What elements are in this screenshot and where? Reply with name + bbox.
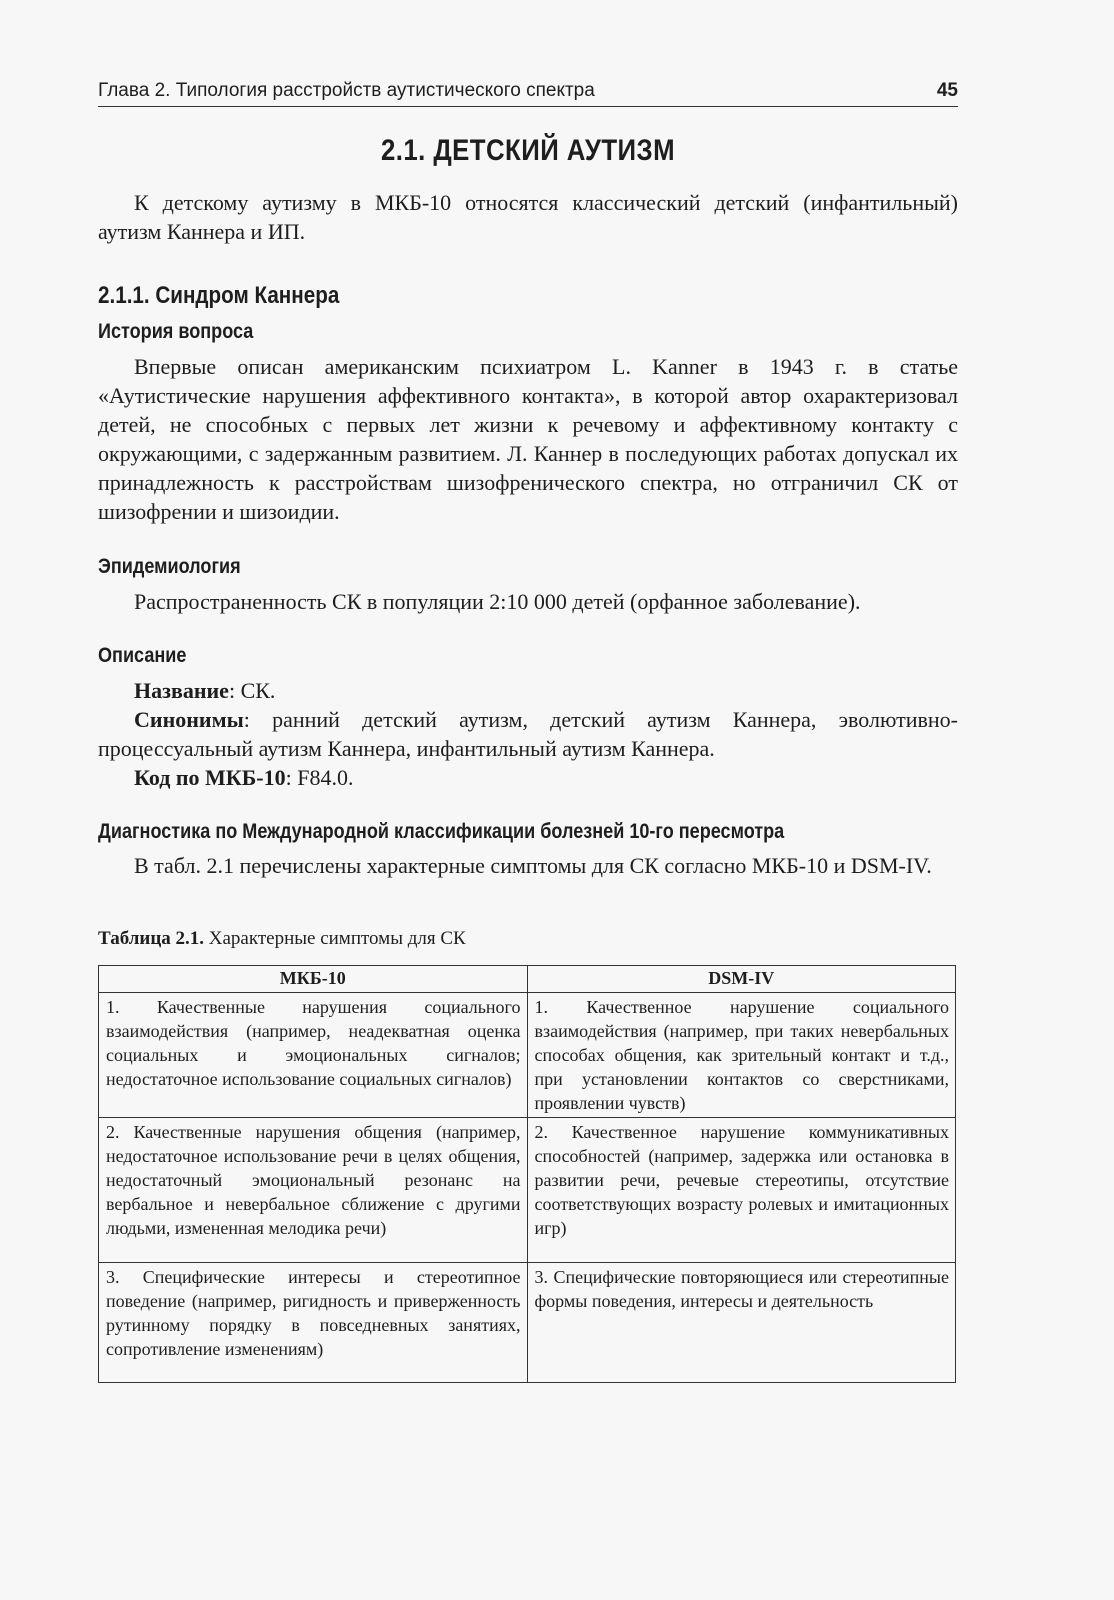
table-caption xyxy=(98,928,466,950)
book-page xyxy=(98,0,958,1600)
epidemiology-heading: Эпидемиология xyxy=(98,555,241,578)
chapter-title: Глава 2. Типология расстройств аутистического спектра xyxy=(98,80,595,101)
description-heading: Описание xyxy=(98,644,187,667)
symptoms-table xyxy=(98,965,956,1383)
table-caption-label: Таблица 2.1. xyxy=(98,928,205,949)
table-cell-icd10: 2. Качественные нарушения общения (например, недостаточное использование речи в целях общения, недостаточный эмоциональный резонанс на вербальное и невербальное сближение с другими людьми, измененная мелодика речи) xyxy=(99,1118,528,1263)
code-value: : F84.0. xyxy=(285,765,354,790)
table-cell-icd10: 3. Специфические интересы и стереотипное поведение (например, ригидность и приверженность рутинному порядку в повседневных занятиях, сопротивление изменениям) xyxy=(99,1263,528,1383)
diagnostics-heading: Диагностика по Международной классификации болезней 10-го пересмотра xyxy=(98,820,785,843)
epidemiology-paragraph: Распространенность СК в популяции 2:10 000 детей (орфанное заболевание). xyxy=(134,589,861,614)
table-row xyxy=(99,993,956,1118)
table-cell-icd10: 1. Качественные нарушения социального взаимодействия (например, неадекватная оценка социальных и эмоциональных сигналов; недостаточное использование социальных сигналов) xyxy=(99,993,528,1118)
intro-paragraph: К детскому аутизму в МКБ-10 относятся классический детский (инфантильный) аутизм Каннера и ИП. xyxy=(98,190,958,244)
section-title: 2.1. ДЕТСКИЙ АУТИЗМ xyxy=(380,134,676,167)
table-cell-dsm4: 2. Качественное нарушение коммуникативных способностей (например, задержка или остановка в развитии речи, речевые стереотипы, отсутствие соответствующих возрасту ролевых и имитационных игр) xyxy=(527,1118,956,1263)
table-row xyxy=(99,1118,956,1263)
header-dsm4: DSM-IV xyxy=(527,966,956,993)
table-caption-text: Характерные симптомы для СК xyxy=(204,928,466,949)
code-label: Код по МКБ-10 xyxy=(134,765,286,790)
name-value: : СК. xyxy=(228,678,276,703)
synonyms-paragraph xyxy=(98,705,958,763)
name-label: Название xyxy=(134,678,229,703)
name-line xyxy=(134,676,275,705)
diagnostics-paragraph: В табл. 2.1 перечислены характерные симптомы для СК согласно МКБ-10 и DSM-IV. xyxy=(134,853,932,878)
page-number: 45 xyxy=(936,80,958,101)
history-heading: История вопроса xyxy=(98,320,254,343)
header-icd10: МКБ-10 xyxy=(99,966,528,993)
table-cell-dsm4: 3. Специфические повторяющиеся или стереотипные формы поведения, интересы и деятельность xyxy=(527,1263,956,1383)
subsection-title: 2.1.1. Синдром Каннера xyxy=(98,282,340,309)
running-header xyxy=(98,80,958,107)
table-row xyxy=(99,1263,956,1383)
code-line xyxy=(134,763,353,792)
history-paragraph: Впервые описан американским психиатром L. Kanner в 1943 г. в статье «Аутистические нарушения аффективного контакта», в которой автор охарактеризовал детей, не способных с первых лет жизни к речевому и аффективному контакту с окружающими, с задержанным развитием. Л. Каннер в последующих работах допускал их принадлежность к расстройствам шизофренического спектра, но отграничил СК от шизофрении и шизоидии. xyxy=(98,354,958,524)
table-header-row xyxy=(99,966,956,993)
table-cell-dsm4: 1. Качественное нарушение социального взаимодействия (например, при таких невербальных способах общения, как зрительный контакт и т.д., при установлении контактов со сверстниками, проявлении чувств) xyxy=(527,993,956,1118)
synonyms-value: : ранний детский аутизм, детский аутизм Каннера, эволютивно-процессуальный аутизм Каннера, инфантильный аутизм Каннера. xyxy=(98,707,958,761)
synonyms-label: Синонимы xyxy=(134,707,244,732)
